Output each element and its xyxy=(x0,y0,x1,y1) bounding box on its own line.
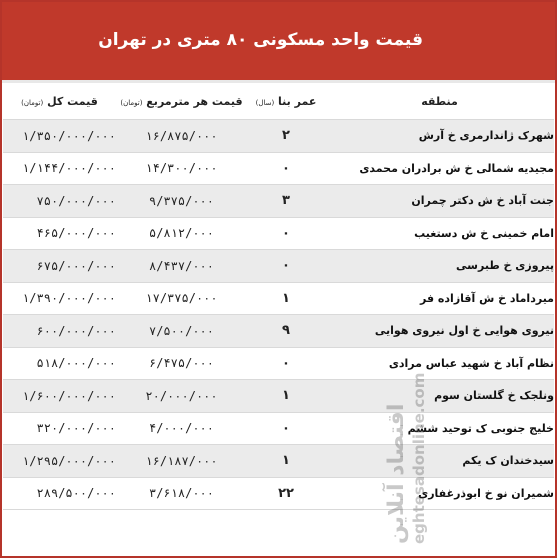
region-name-cell: نیروی هوایی خ اول نیروی هوایی xyxy=(325,315,554,348)
table-row xyxy=(3,185,554,218)
header-total-price: قیمت کل (تومان) xyxy=(3,83,116,120)
header-region: منطقه xyxy=(325,83,554,120)
table-row xyxy=(3,477,554,510)
header-price-per-meter-unit: (تومان) xyxy=(120,98,143,107)
header-age-unit: (سال) xyxy=(255,98,275,107)
page-title: قیمت واحد مسکونی ۸۰ متری در تهران xyxy=(98,30,423,50)
header-price-per-meter: قیمت هر مترمربع (تومان) xyxy=(116,83,247,120)
price-per-meter-cell: ۵/۸۱۲/۰۰۰ xyxy=(116,217,247,250)
region-name-cell: میرداماد خ ش آقازاده فر xyxy=(325,282,554,315)
building-age-cell: ۹ xyxy=(247,315,325,348)
watermark-url: eghtesadonline.com xyxy=(410,372,428,544)
region-name-cell: شمیران نو خ ابوذرغفاری xyxy=(325,477,554,510)
building-age-cell: ۰ xyxy=(247,250,325,283)
table-row xyxy=(3,315,554,348)
building-age-cell: ۲ xyxy=(247,120,325,153)
building-age-cell: ۰ xyxy=(247,217,325,250)
price-per-meter-cell: ۹/۳۷۵/۰۰۰ xyxy=(116,185,247,218)
region-name-cell: خلیج جنوبی ک توحید ششم xyxy=(325,412,554,445)
table-header-row xyxy=(3,83,554,120)
price-table xyxy=(3,83,554,510)
total-price-cell: ۱/۲۹۵/۰۰۰/۰۰۰ xyxy=(3,445,116,478)
header-total-price-unit: (تومان) xyxy=(21,98,44,107)
building-age-cell: ۱ xyxy=(247,380,325,413)
building-age-cell: ۰ xyxy=(247,412,325,445)
total-price-cell: ۴۶۵/۰۰۰/۰۰۰ xyxy=(3,217,116,250)
region-name-cell: سیدخندان ک یکم xyxy=(325,445,554,478)
total-price-cell: ۶۷۵/۰۰۰/۰۰۰ xyxy=(3,250,116,283)
price-per-meter-cell: ۲۰/۰۰۰/۰۰۰ xyxy=(116,380,247,413)
total-price-cell: ۱/۱۴۴/۰۰۰/۰۰۰ xyxy=(3,152,116,185)
region-name-cell: مجیدیه شمالی خ ش برادران محمدی xyxy=(325,152,554,185)
total-price-cell: ۱/۳۵۰/۰۰۰/۰۰۰ xyxy=(3,120,116,153)
building-age-cell: ۰ xyxy=(247,347,325,380)
price-per-meter-cell: ۷/۵۰۰/۰۰۰ xyxy=(116,315,247,348)
table-row xyxy=(3,380,554,413)
price-per-meter-cell: ۱۴/۳۰۰/۰۰۰ xyxy=(116,152,247,185)
total-price-cell: ۳۲۰/۰۰۰/۰۰۰ xyxy=(3,412,116,445)
building-age-cell: ۱ xyxy=(247,445,325,478)
price-per-meter-cell: ۱۶/۸۷۵/۰۰۰ xyxy=(116,120,247,153)
building-age-cell: ۰ xyxy=(247,152,325,185)
price-per-meter-cell: ۱۶/۱۸۷/۰۰۰ xyxy=(116,445,247,478)
price-per-meter-cell: ۳/۶۱۸/۰۰۰ xyxy=(116,477,247,510)
price-per-meter-cell: ۶/۴۷۵/۰۰۰ xyxy=(116,347,247,380)
table-row xyxy=(3,120,554,153)
total-price-cell: ۷۵۰/۰۰۰/۰۰۰ xyxy=(3,185,116,218)
region-name-cell: نظام آباد خ شهید عباس مرادی xyxy=(325,347,554,380)
price-per-meter-cell: ۴/۰۰۰/۰۰۰ xyxy=(116,412,247,445)
building-age-cell: ۳ xyxy=(247,185,325,218)
region-name-cell: امام خمینی خ ش دستغیب xyxy=(325,217,554,250)
table-row xyxy=(3,412,554,445)
table-row xyxy=(3,347,554,380)
title-bar xyxy=(2,2,555,83)
table-row xyxy=(3,250,554,283)
region-name-cell: ونلجک خ گلستان سوم xyxy=(325,380,554,413)
building-age-cell: ۱ xyxy=(247,282,325,315)
total-price-cell: ۲۸۹/۵۰۰/۰۰۰ xyxy=(3,477,116,510)
total-price-cell: ۱/۳۹۰/۰۰۰/۰۰۰ xyxy=(3,282,116,315)
table-row xyxy=(3,282,554,315)
total-price-cell: ۶۰۰/۰۰۰/۰۰۰ xyxy=(3,315,116,348)
total-price-cell: ۵۱۸/۰۰۰/۰۰۰ xyxy=(3,347,116,380)
table-row xyxy=(3,152,554,185)
building-age-cell: ۲۲ xyxy=(247,477,325,510)
total-price-cell: ۱/۶۰۰/۰۰۰/۰۰۰ xyxy=(3,380,116,413)
header-age: عمر بنا (سال) xyxy=(247,83,325,120)
price-per-meter-cell: ۱۷/۳۷۵/۰۰۰ xyxy=(116,282,247,315)
table-row xyxy=(3,445,554,478)
watermark-brand: اقتصاد آنلاین xyxy=(384,403,409,544)
price-per-meter-cell: ۸/۴۳۷/۰۰۰ xyxy=(116,250,247,283)
region-name-cell: جنت آباد خ ش دکتر چمران xyxy=(325,185,554,218)
region-name-cell: پیروزی خ طبرسی xyxy=(325,250,554,283)
region-name-cell: شهرک ژاندارمری خ آرش xyxy=(325,120,554,153)
table-row xyxy=(3,217,554,250)
